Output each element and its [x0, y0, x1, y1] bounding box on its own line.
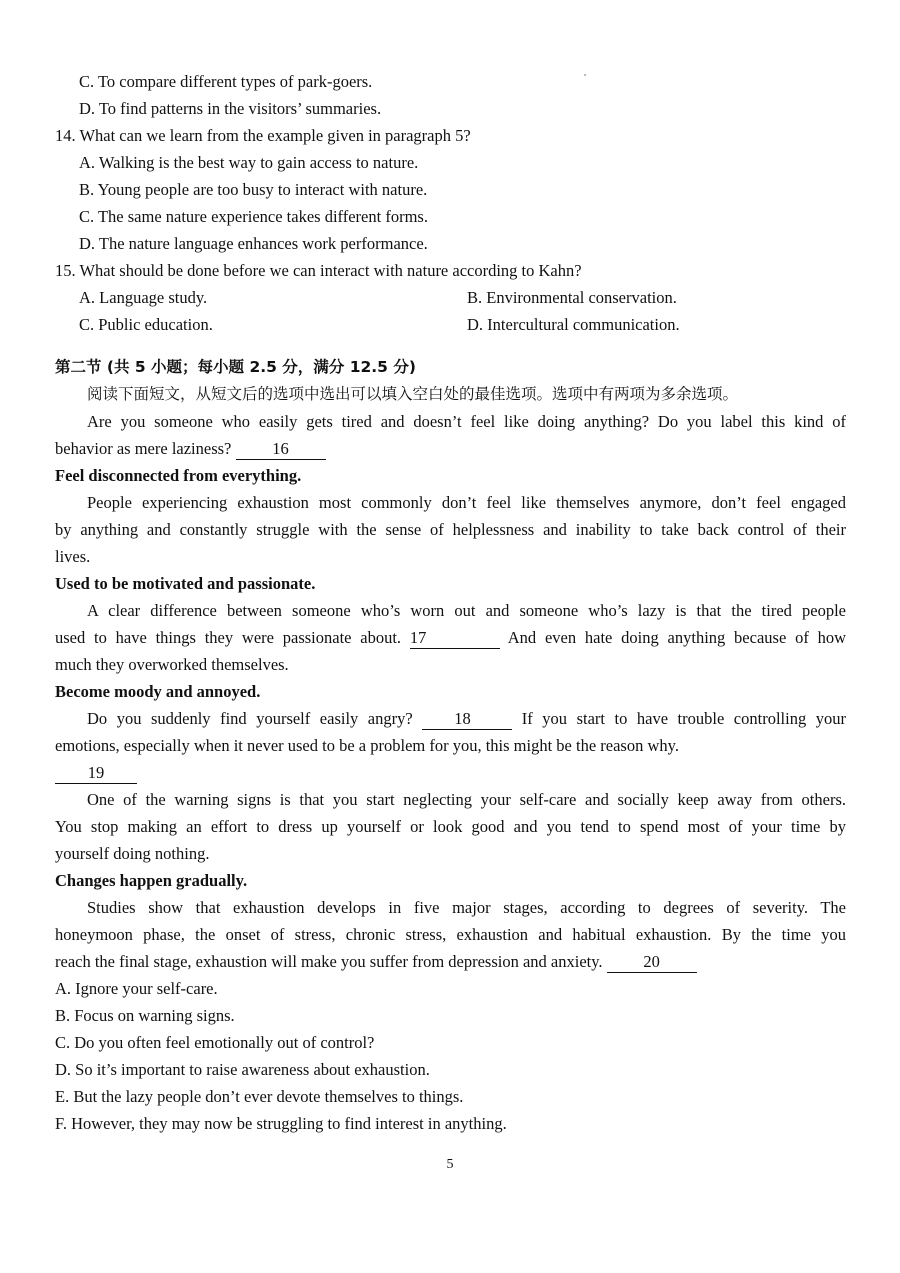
passage-p6-line3	[55, 948, 846, 975]
subheading-1: Feel disconnected from everything.	[55, 466, 302, 485]
passage-text: Do you suddenly find yourself easily angry?	[87, 709, 413, 728]
passage-p6-line2: honeymoon phase, the onset of stress, chronic stress, exhaustion and habitual exhaustion. By the time you	[55, 925, 846, 944]
passage-p4-line2: emotions, especially when it never used to be a problem for you, this might be the reason why.	[55, 736, 679, 755]
answer-option-d: D. So it’s important to raise awareness about exhaustion.	[55, 1060, 430, 1079]
passage-p5-line3: yourself doing nothing.	[55, 844, 210, 863]
passage-p3-line3: much they overworked themselves.	[55, 655, 289, 674]
passage-p4-line1	[55, 705, 846, 732]
passage-text: behavior as mere laziness?	[55, 439, 232, 458]
passage-p3-line2	[55, 624, 846, 651]
answer-option-b: B. Focus on warning signs.	[55, 1006, 235, 1025]
blank-18[interactable]: 18	[422, 709, 512, 730]
passage-p2-line2: by anything and constantly struggle with the sense of helplessness and inability to take back control of their	[55, 520, 846, 539]
q14-option-b: B. Young people are too busy to interact with nature.	[79, 180, 428, 199]
q13-option-d: D. To find patterns in the visitors’ summaries.	[79, 99, 382, 118]
q15-stem: 15. What should be done before we can interact with nature according to Kahn?	[55, 261, 582, 280]
page-number: 5	[446, 1157, 454, 1172]
q15-options-row1	[55, 284, 846, 311]
q15-option-d: D. Intercultural communication.	[467, 315, 680, 334]
passage-p2-line1: People experiencing exhaustion most commonly don’t feel like themselves anymore, don’t feel engaged	[87, 493, 846, 512]
q14-option-d: D. The nature language enhances work performance.	[79, 234, 428, 253]
exam-page	[55, 68, 846, 1137]
blank-20[interactable]: 20	[607, 952, 697, 973]
answer-option-a: A. Ignore your self-care.	[55, 979, 218, 998]
answer-option-c: C. Do you often feel emotionally out of control?	[55, 1033, 375, 1052]
blank-19[interactable]: 19	[55, 763, 137, 784]
q15-options-row2	[55, 311, 846, 338]
subheading-2: Used to be motivated and passionate.	[55, 574, 316, 593]
q15-option-b: B. Environmental conservation.	[467, 288, 677, 307]
subheading-3: Become moody and annoyed.	[55, 682, 261, 701]
passage-blank-19-line	[55, 759, 846, 786]
passage-text: If you start to have trouble controlling your	[521, 709, 846, 728]
passage-p3-line1: A clear difference between someone who’s worn out and someone who’s lazy is that the tired people	[87, 601, 846, 620]
q14-option-a: A. Walking is the best way to gain access to nature.	[79, 153, 419, 172]
subheading-4: Changes happen gradually.	[55, 871, 248, 890]
q15-option-a: A. Language study.	[79, 288, 208, 307]
passage-text: used to have things they were passionate about.	[55, 628, 402, 647]
answer-option-f: F. However, they may now be struggling to find interest in anything.	[55, 1114, 507, 1133]
blank-16[interactable]: 16	[236, 439, 326, 460]
passage-text: reach the final stage, exhaustion will make you suffer from depression and anxiety.	[55, 952, 603, 971]
q13-option-c: C. To compare different types of park-goers.	[79, 72, 373, 91]
passage-p2-line3: lives.	[55, 547, 91, 566]
passage-p5-line1: One of the warning signs is that you start neglecting your self-care and socially keep away from others.	[87, 790, 846, 809]
q14-stem: 14. What can we learn from the example given in paragraph 5?	[55, 126, 471, 145]
q14-option-c: C. The same nature experience takes different forms.	[79, 207, 428, 226]
q15-option-c: C. Public education.	[79, 315, 213, 334]
section2-heading: 第二节 (共 5 小题；每小题 2.5 分，满分 12.5 分)	[55, 358, 416, 376]
answer-option-e: E. But the lazy people don’t ever devote themselves to things.	[55, 1087, 464, 1106]
passage-p5-line2: You stop making an effort to dress up yourself or look good and you tend to spend most of your time by	[55, 817, 846, 836]
passage-p1-line1: Are you someone who easily gets tired and doesn’t feel like doing anything? Do you label this kind of	[87, 412, 846, 431]
passage-text: And even hate doing anything because of how	[507, 628, 847, 647]
passage-p6-line1: Studies show that exhaustion develops in five major stages, according to degrees of severity. The	[87, 898, 846, 917]
passage-p1-line2	[55, 435, 846, 462]
blank-17[interactable]: 17	[410, 628, 500, 649]
section2-instruction: 阅读下面短文，从短文后的选项中选出可以填入空白处的最佳选项。选项中有两项为多余选项。	[87, 385, 739, 403]
